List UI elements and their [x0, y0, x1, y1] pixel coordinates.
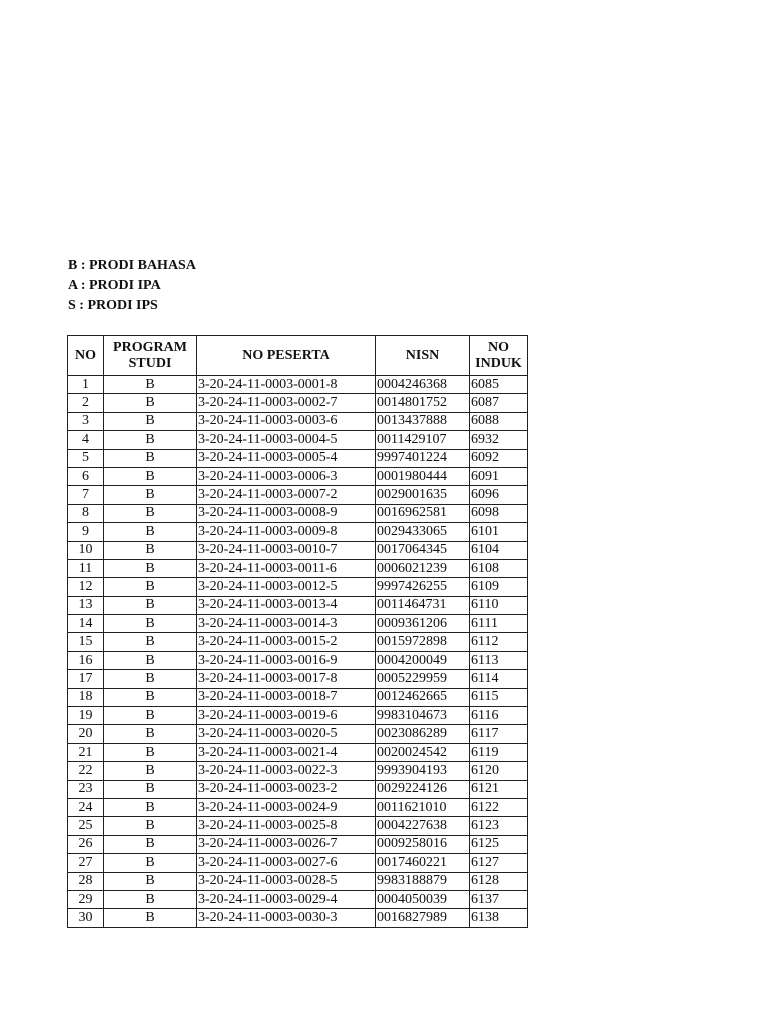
cell-program-studi: B — [104, 486, 197, 504]
cell-no: 21 — [68, 743, 104, 761]
cell-nisn: 0006021239 — [376, 559, 470, 577]
cell-no: 4 — [68, 431, 104, 449]
cell-nisn: 0011429107 — [376, 431, 470, 449]
cell-program-studi: B — [104, 504, 197, 522]
table-row — [68, 449, 528, 467]
cell-no-peserta: 3-20-24-11-0003-0016-9 — [197, 651, 376, 669]
cell-no: 20 — [68, 725, 104, 743]
cell-no-peserta: 3-20-24-11-0003-0021-4 — [197, 743, 376, 761]
cell-no: 5 — [68, 449, 104, 467]
table-row — [68, 817, 528, 835]
cell-program-studi: B — [104, 890, 197, 908]
table-row — [68, 596, 528, 614]
cell-nisn: 9983188879 — [376, 872, 470, 890]
cell-no: 1 — [68, 376, 104, 394]
cell-no: 13 — [68, 596, 104, 614]
legend-ips: S : PRODI IPS — [68, 298, 158, 313]
cell-no: 12 — [68, 578, 104, 596]
cell-no-induk: 6122 — [470, 798, 528, 816]
cell-no-induk: 6123 — [470, 817, 528, 835]
cell-nisn: 0017460221 — [376, 854, 470, 872]
cell-no-induk: 6125 — [470, 835, 528, 853]
cell-no: 8 — [68, 504, 104, 522]
cell-no-peserta: 3-20-24-11-0003-0019-6 — [197, 707, 376, 725]
table-row — [68, 523, 528, 541]
cell-no-induk: 6128 — [470, 872, 528, 890]
cell-program-studi: B — [104, 615, 197, 633]
table-row — [68, 725, 528, 743]
cell-program-studi: B — [104, 854, 197, 872]
header-program-studi-label: PROGRAM STUDI — [113, 339, 187, 371]
cell-no-peserta: 3-20-24-11-0003-0007-2 — [197, 486, 376, 504]
header-no-induk-label: NO INDUK — [475, 339, 522, 371]
cell-no-induk: 6108 — [470, 559, 528, 577]
cell-no-induk: 6092 — [470, 449, 528, 467]
cell-program-studi: B — [104, 798, 197, 816]
cell-no: 30 — [68, 909, 104, 927]
table-row — [68, 504, 528, 522]
cell-program-studi: B — [104, 559, 197, 577]
cell-nisn: 0016827989 — [376, 909, 470, 927]
cell-no-peserta: 3-20-24-11-0003-0005-4 — [197, 449, 376, 467]
cell-no-peserta: 3-20-24-11-0003-0015-2 — [197, 633, 376, 651]
cell-nisn: 0009258016 — [376, 835, 470, 853]
table-row — [68, 798, 528, 816]
cell-program-studi: B — [104, 725, 197, 743]
cell-no-induk: 6098 — [470, 504, 528, 522]
table-row — [68, 854, 528, 872]
cell-nisn: 9997426255 — [376, 578, 470, 596]
cell-program-studi: B — [104, 909, 197, 927]
cell-no-induk: 6116 — [470, 707, 528, 725]
cell-no-induk: 6110 — [470, 596, 528, 614]
cell-no: 29 — [68, 890, 104, 908]
cell-no-induk: 6091 — [470, 467, 528, 485]
cell-nisn: 0004246368 — [376, 376, 470, 394]
cell-nisn: 0029224126 — [376, 780, 470, 798]
legend-ipa: A : PRODI IPA — [68, 278, 161, 293]
cell-no-induk: 6114 — [470, 670, 528, 688]
cell-program-studi: B — [104, 467, 197, 485]
cell-nisn: 9997401224 — [376, 449, 470, 467]
table-row — [68, 559, 528, 577]
cell-nisn: 9993904193 — [376, 762, 470, 780]
cell-nisn: 0012462665 — [376, 688, 470, 706]
table-header-row — [68, 336, 528, 376]
cell-no-peserta: 3-20-24-11-0003-0018-7 — [197, 688, 376, 706]
cell-no-induk: 6087 — [470, 394, 528, 412]
cell-nisn: 0013437888 — [376, 412, 470, 430]
program-legend — [68, 256, 196, 316]
cell-no: 26 — [68, 835, 104, 853]
cell-no-peserta: 3-20-24-11-0003-0023-2 — [197, 780, 376, 798]
table-row — [68, 909, 528, 927]
table-row — [68, 376, 528, 394]
table-row — [68, 707, 528, 725]
table-row — [68, 688, 528, 706]
table-row — [68, 578, 528, 596]
cell-no-induk: 6111 — [470, 615, 528, 633]
cell-no: 25 — [68, 817, 104, 835]
table-row — [68, 762, 528, 780]
cell-no-peserta: 3-20-24-11-0003-0006-3 — [197, 467, 376, 485]
header-no: NO — [68, 336, 104, 376]
cell-no: 27 — [68, 854, 104, 872]
cell-no: 15 — [68, 633, 104, 651]
cell-nisn: 0020024542 — [376, 743, 470, 761]
cell-no-peserta: 3-20-24-11-0003-0029-4 — [197, 890, 376, 908]
cell-program-studi: B — [104, 633, 197, 651]
cell-no-induk: 6104 — [470, 541, 528, 559]
cell-no-peserta: 3-20-24-11-0003-0010-7 — [197, 541, 376, 559]
cell-nisn: 0004200049 — [376, 651, 470, 669]
cell-no-induk: 6127 — [470, 854, 528, 872]
cell-no: 23 — [68, 780, 104, 798]
cell-program-studi: B — [104, 688, 197, 706]
header-no-peserta: NO PESERTA — [197, 336, 376, 376]
cell-nisn: 0011621010 — [376, 798, 470, 816]
cell-no-peserta: 3-20-24-11-0003-0025-8 — [197, 817, 376, 835]
cell-nisn: 0009361206 — [376, 615, 470, 633]
cell-no: 18 — [68, 688, 104, 706]
table-row — [68, 412, 528, 430]
cell-nisn: 0023086289 — [376, 725, 470, 743]
table-row — [68, 467, 528, 485]
table-row — [68, 394, 528, 412]
cell-nisn: 0016962581 — [376, 504, 470, 522]
table-body — [68, 376, 528, 928]
cell-no-peserta: 3-20-24-11-0003-0003-6 — [197, 412, 376, 430]
cell-program-studi: B — [104, 578, 197, 596]
cell-no-peserta: 3-20-24-11-0003-0008-9 — [197, 504, 376, 522]
table-row — [68, 743, 528, 761]
header-nisn: NISN — [376, 336, 470, 376]
cell-nisn: 0029001635 — [376, 486, 470, 504]
cell-no-peserta: 3-20-24-11-0003-0030-3 — [197, 909, 376, 927]
cell-no-peserta: 3-20-24-11-0003-0013-4 — [197, 596, 376, 614]
cell-no: 6 — [68, 467, 104, 485]
cell-no-induk: 6109 — [470, 578, 528, 596]
cell-no: 17 — [68, 670, 104, 688]
cell-nisn: 0004227638 — [376, 817, 470, 835]
cell-nisn: 0015972898 — [376, 633, 470, 651]
cell-nisn: 0011464731 — [376, 596, 470, 614]
cell-program-studi: B — [104, 817, 197, 835]
cell-program-studi: B — [104, 541, 197, 559]
header-program-studi — [104, 336, 197, 376]
cell-no-peserta: 3-20-24-11-0003-0022-3 — [197, 762, 376, 780]
cell-program-studi: B — [104, 670, 197, 688]
cell-nisn: 0004050039 — [376, 890, 470, 908]
cell-no-peserta: 3-20-24-11-0003-0028-5 — [197, 872, 376, 890]
cell-no-induk: 6088 — [470, 412, 528, 430]
cell-no-induk: 6115 — [470, 688, 528, 706]
cell-no-peserta: 3-20-24-11-0003-0001-8 — [197, 376, 376, 394]
cell-no: 11 — [68, 559, 104, 577]
cell-program-studi: B — [104, 596, 197, 614]
cell-no-peserta: 3-20-24-11-0003-0012-5 — [197, 578, 376, 596]
cell-no-induk: 6138 — [470, 909, 528, 927]
cell-no-induk: 6932 — [470, 431, 528, 449]
cell-no-induk: 6120 — [470, 762, 528, 780]
participant-table — [67, 335, 528, 928]
cell-no-induk: 6137 — [470, 890, 528, 908]
cell-program-studi: B — [104, 523, 197, 541]
cell-no-induk: 6112 — [470, 633, 528, 651]
cell-no: 7 — [68, 486, 104, 504]
cell-no: 22 — [68, 762, 104, 780]
cell-no-peserta: 3-20-24-11-0003-0027-6 — [197, 854, 376, 872]
cell-no-peserta: 3-20-24-11-0003-0004-5 — [197, 431, 376, 449]
table-row — [68, 835, 528, 853]
table-row — [68, 780, 528, 798]
cell-no-induk: 6085 — [470, 376, 528, 394]
table-row — [68, 486, 528, 504]
cell-no-peserta: 3-20-24-11-0003-0014-3 — [197, 615, 376, 633]
cell-no-peserta: 3-20-24-11-0003-0009-8 — [197, 523, 376, 541]
cell-no-peserta: 3-20-24-11-0003-0011-6 — [197, 559, 376, 577]
cell-nisn: 9983104673 — [376, 707, 470, 725]
cell-nisn: 0001980444 — [376, 467, 470, 485]
cell-nisn: 0029433065 — [376, 523, 470, 541]
table-row — [68, 541, 528, 559]
cell-program-studi: B — [104, 707, 197, 725]
cell-no: 14 — [68, 615, 104, 633]
cell-no-induk: 6119 — [470, 743, 528, 761]
cell-no-induk: 6121 — [470, 780, 528, 798]
cell-program-studi: B — [104, 743, 197, 761]
cell-no: 24 — [68, 798, 104, 816]
cell-no-peserta: 3-20-24-11-0003-0020-5 — [197, 725, 376, 743]
cell-no-induk: 6096 — [470, 486, 528, 504]
table-row — [68, 615, 528, 633]
cell-program-studi: B — [104, 762, 197, 780]
table-row — [68, 633, 528, 651]
cell-no-peserta: 3-20-24-11-0003-0002-7 — [197, 394, 376, 412]
cell-no: 16 — [68, 651, 104, 669]
cell-no-induk: 6101 — [470, 523, 528, 541]
cell-no: 9 — [68, 523, 104, 541]
cell-nisn: 0017064345 — [376, 541, 470, 559]
cell-no: 19 — [68, 707, 104, 725]
cell-program-studi: B — [104, 394, 197, 412]
cell-no-induk: 6117 — [470, 725, 528, 743]
cell-program-studi: B — [104, 431, 197, 449]
table-row — [68, 670, 528, 688]
cell-no-peserta: 3-20-24-11-0003-0017-8 — [197, 670, 376, 688]
cell-program-studi: B — [104, 780, 197, 798]
cell-no: 28 — [68, 872, 104, 890]
table-row — [68, 651, 528, 669]
cell-program-studi: B — [104, 376, 197, 394]
header-no-induk — [470, 336, 528, 376]
cell-program-studi: B — [104, 651, 197, 669]
table-row — [68, 431, 528, 449]
table-row — [68, 872, 528, 890]
cell-program-studi: B — [104, 412, 197, 430]
cell-no-peserta: 3-20-24-11-0003-0026-7 — [197, 835, 376, 853]
cell-no-induk: 6113 — [470, 651, 528, 669]
cell-no: 10 — [68, 541, 104, 559]
cell-nisn: 0014801752 — [376, 394, 470, 412]
cell-program-studi: B — [104, 872, 197, 890]
table-row — [68, 890, 528, 908]
cell-no: 3 — [68, 412, 104, 430]
cell-nisn: 0005229959 — [376, 670, 470, 688]
cell-program-studi: B — [104, 835, 197, 853]
cell-program-studi: B — [104, 449, 197, 467]
cell-no: 2 — [68, 394, 104, 412]
cell-no-peserta: 3-20-24-11-0003-0024-9 — [197, 798, 376, 816]
legend-bahasa: B : PRODI BAHASA — [68, 258, 196, 273]
